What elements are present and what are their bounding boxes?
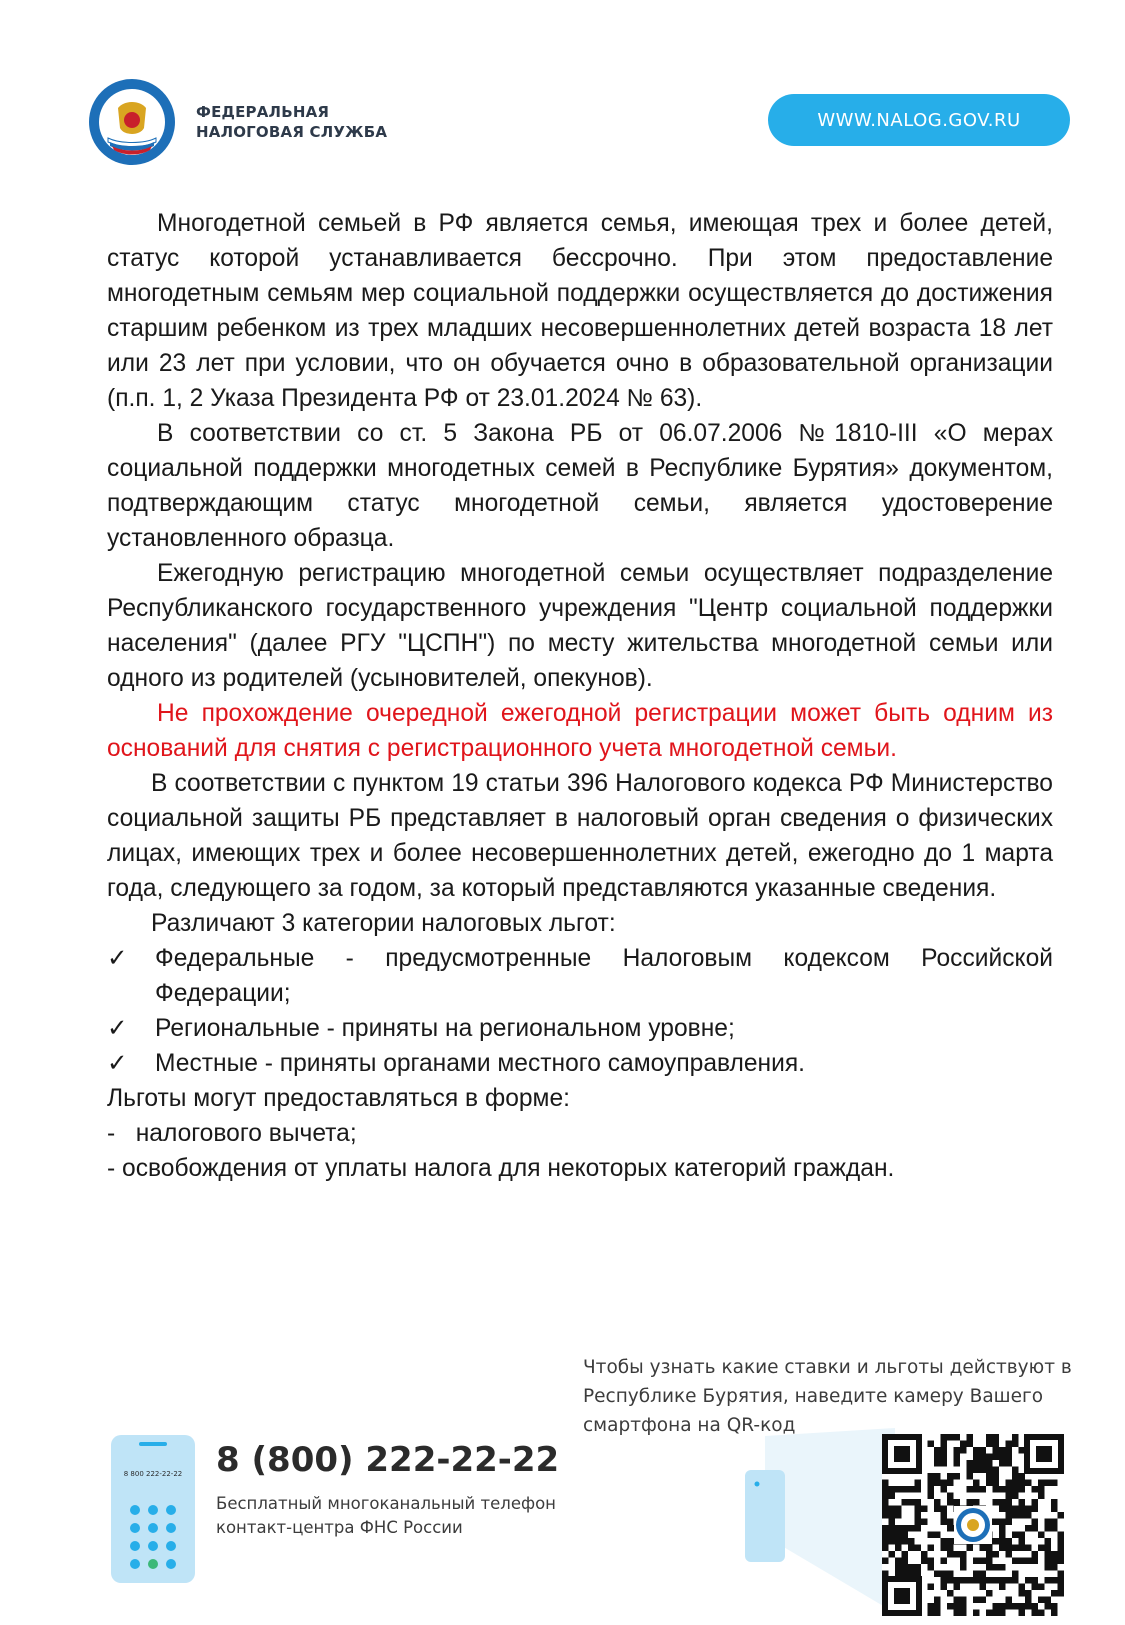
hotline-phone-number[interactable]: 8 (800) 222-22-22	[216, 1440, 560, 1480]
list-item-federal	[107, 941, 1053, 1011]
smartphone-scan-icon	[745, 1428, 895, 1613]
main-text	[107, 206, 1053, 1186]
list-item-text: Местные - приняты органами местного самоуправления.	[155, 1050, 806, 1077]
form-item-exemption: - освобождения от уплаты налога для некоторых категорий граждан.	[107, 1155, 895, 1182]
hotline-description: Бесплатный многоканальный телефон контакт-центра ФНС России	[216, 1494, 556, 1537]
fns-emblem-logo	[88, 78, 176, 166]
qr-code[interactable]	[882, 1434, 1064, 1616]
paragraph-large-family-definition: Многодетной семьей в РФ является семья, имеющая трех и более детей, статус которой устанавливается бессрочно. При этом предоставление многодетным семьям мер социальной поддержки осуществляется до достижения старшим ребенком из трех младших несовершеннолетних детей возраста 18 лет или 23 лет при условии, что он обучается очно в образовательной организации (п.п. 1, 2 Указа Президента РФ от 23.01.2024 № 63).	[107, 210, 1053, 412]
list-item-regional	[107, 1011, 1053, 1046]
forms-intro: Льготы могут предоставляться в форме:	[107, 1085, 570, 1112]
qr-caption: Чтобы узнать какие ставки и льготы действуют в Республике Бурятия, наведите камеру Вашего смартфона на QR-код	[583, 1357, 1072, 1436]
warning-paragraph: Не прохождение очередной ежегодной регистрации может быть одним из оснований для снятия с регистрационного учета многодетной семьи.	[107, 700, 1053, 762]
org-name-line2: НАЛОГОВАЯ СЛУЖБА	[196, 123, 388, 141]
org-name-line1: ФЕДЕРАЛЬНАЯ	[196, 103, 330, 121]
list-item-text: Региональные - приняты на региональном уровне;	[155, 1015, 735, 1042]
phone-icon	[110, 1434, 196, 1584]
paragraph-registration: Ежегодную регистрацию многодетной семьи осуществляет подразделение Республиканского государственного учреждения "Центр социальной поддержки населения" (далее РГУ "ЦСПН") по месту жительства многодетной семьи или одного из родителей (усыновителей, опекунов).	[107, 560, 1053, 692]
check-icon: ✓	[107, 1015, 128, 1042]
check-icon: ✓	[107, 1050, 128, 1077]
paragraph-tax-code: В соответствии с пунктом 19 статьи 396 Налогового кодекса РФ Министерство социальной защиты РБ представляет в налоговый орган сведения о физических лицах, имеющих трех и более несовершеннолетних детей, ежегодно до 1 марта года, следующего за годом, за который представляются указанные сведения.	[107, 770, 1053, 902]
phone-screen-number: 8 800 222-22-22	[123, 1470, 183, 1478]
paragraph-law-reference: В соответствии со ст. 5 Закона РБ от 06.07.2006 №1810-III «О мерах социальной поддержки многодетных семей в Республике Бурятия» документом, подтверждающим статус многодетной семьи, является удостоверение установленного образца.	[107, 420, 1053, 552]
categories-intro: Различают 3 категории налоговых льгот:	[151, 910, 616, 937]
list-item-local	[107, 1046, 1053, 1081]
list-item-text: Федеральные - предусмотренные Налоговым кодексом Российской Федерации;	[155, 945, 1053, 1007]
check-icon: ✓	[107, 945, 128, 972]
form-item-deduction: - налогового вычета;	[107, 1120, 357, 1147]
org-name	[196, 102, 387, 142]
website-link-button[interactable]: WWW.NALOG.GOV.RU	[768, 94, 1070, 146]
